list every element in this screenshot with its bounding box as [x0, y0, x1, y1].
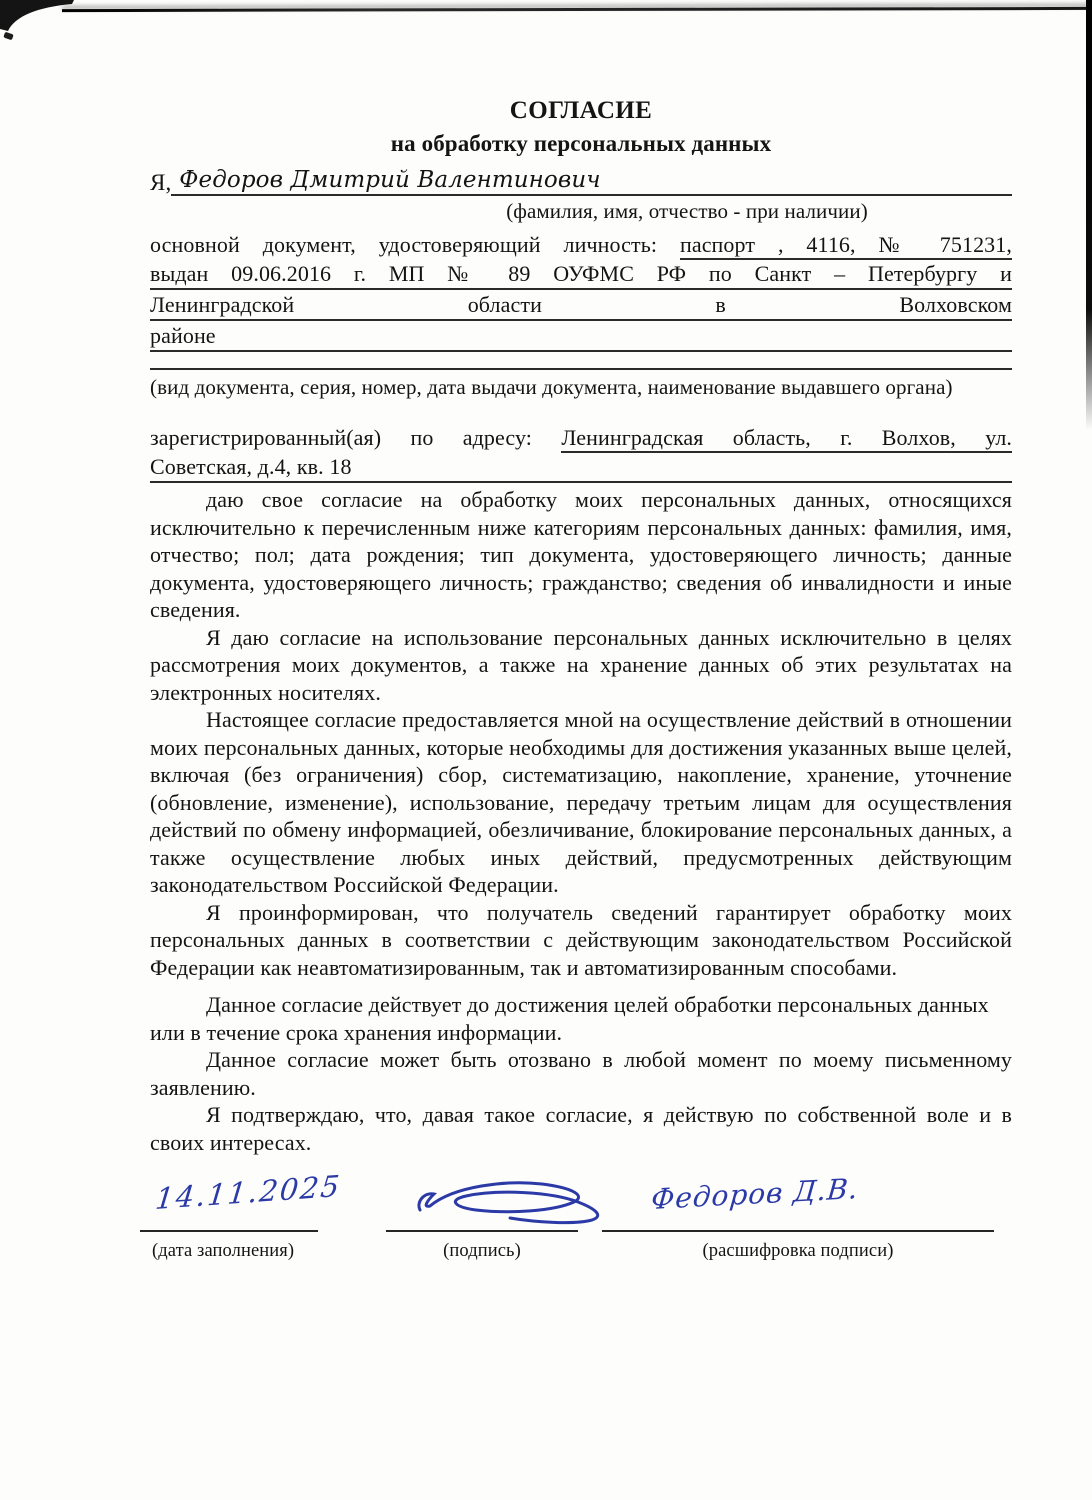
blank-underline-row: [150, 352, 1012, 370]
document-value-3: Ленинградской области в Волховском: [150, 290, 1012, 321]
signature-caption: (подпись): [443, 1241, 521, 1261]
paragraph: или в течение срока хранения информации.: [150, 1019, 563, 1045]
paragraph: Данное согласие действует до достижения целей обработки персональных данных: [206, 992, 989, 1017]
signature-underline: [386, 1230, 578, 1232]
date-caption: (дата заполнения): [152, 1241, 295, 1261]
paragraph: даю свое согласие на обработку моих персональных данных, относящихся исключительно к перечисленным ниже категориям персональных данных: фамилия, имя, отчество; пол; дата рождения; тип документа, удостоверяющего личность; данные документа, удостоверяющего личность; гражданство; сведения об инвалидности и иные сведения.: [150, 487, 1012, 622]
document-value-4: районе: [150, 321, 1012, 352]
handwritten-date: 14.11.2025: [153, 1168, 343, 1217]
address-label: зарегистрированный(ая) по адресу:: [150, 425, 533, 450]
page-subtitle: на обработку персональных данных: [390, 131, 772, 156]
name-underline: [602, 1230, 994, 1232]
document-caption: (вид документа, серия, номер, дата выдачи документа, наименование выдавшего органа): [150, 375, 953, 399]
paragraph: Я даю согласие на использование персональных данных исключительно в целях рассмотрения моих документов, а также на хранение данных об этих результатах на электронных носителях.: [150, 624, 1012, 705]
paragraph: Я подтверждаю, что, давая такое согласие, я действую по собственной воле и в своих интересах.: [150, 1102, 1012, 1155]
document-value-1: паспорт , 4116, № 751231,: [680, 232, 1012, 260]
document-value-2: выдан 09.06.2016 г. МП № 89 ОУФМС РФ по Санкт – Петербургу и: [150, 259, 1012, 290]
signature-block: [150, 1168, 1012, 1302]
address-block: [150, 423, 1012, 483]
document-label: основной документ, удостоверяющий личность:: [150, 232, 658, 257]
full-name-caption: (фамилия, имя, отчество - при наличии): [506, 199, 868, 223]
address-value-2: Советская, д.4, кв. 18: [150, 452, 1012, 483]
paragraph: Данное согласие может быть отозвано в любой момент по моему письменному заявлению.: [150, 1047, 1012, 1100]
name-prefix-label: Я,: [150, 169, 172, 195]
signature-stroke: [414, 1176, 614, 1234]
identity-document-block: [150, 230, 1012, 401]
scan-edge-strip: [1086, 0, 1092, 430]
scan-corner-artifact: [0, 0, 100, 60]
handwritten-name: Федоров Д.В.: [649, 1171, 860, 1217]
full-name-row: [150, 163, 1012, 196]
document-line-1: [150, 230, 1012, 259]
paragraph: Настоящее согласие предоставляется мной на осуществление действий в отношении моих персональных данных, которые необходимы для достижения указанных выше целей, включая (без ограничения) сбор, систематизацию, накопление, хранение, уточнение (обновление, изменение), использование, передачу третьим лицам для осуществления действий по обмену информацией, обезличивание, блокирование персональных данных, а также осуществление любых иных действий, предусмотренных действующим законодательством Российской Федерации.: [150, 707, 1012, 897]
paragraphs: [150, 486, 1012, 1156]
full-name-value: Федоров Дмитрий Валентинович: [171, 167, 1012, 197]
address-line-1: [150, 423, 1012, 452]
scan-edge-line: [62, 7, 1092, 12]
paragraph: Я проинформирован, что получатель сведений гарантирует обработку моих персональных данных в соответствии с действующим законодательством Российской Федерации как неавтоматизированным, так и автоматизированным способами.: [150, 899, 1012, 980]
address-value-1: Ленинградская область, г. Волхов, ул.: [561, 425, 1012, 453]
name-caption: (расшифровка подписи): [702, 1241, 894, 1261]
date-underline: [140, 1230, 318, 1232]
form-content: [150, 96, 1012, 1302]
page-title: СОГЛАСИЕ: [509, 97, 653, 124]
